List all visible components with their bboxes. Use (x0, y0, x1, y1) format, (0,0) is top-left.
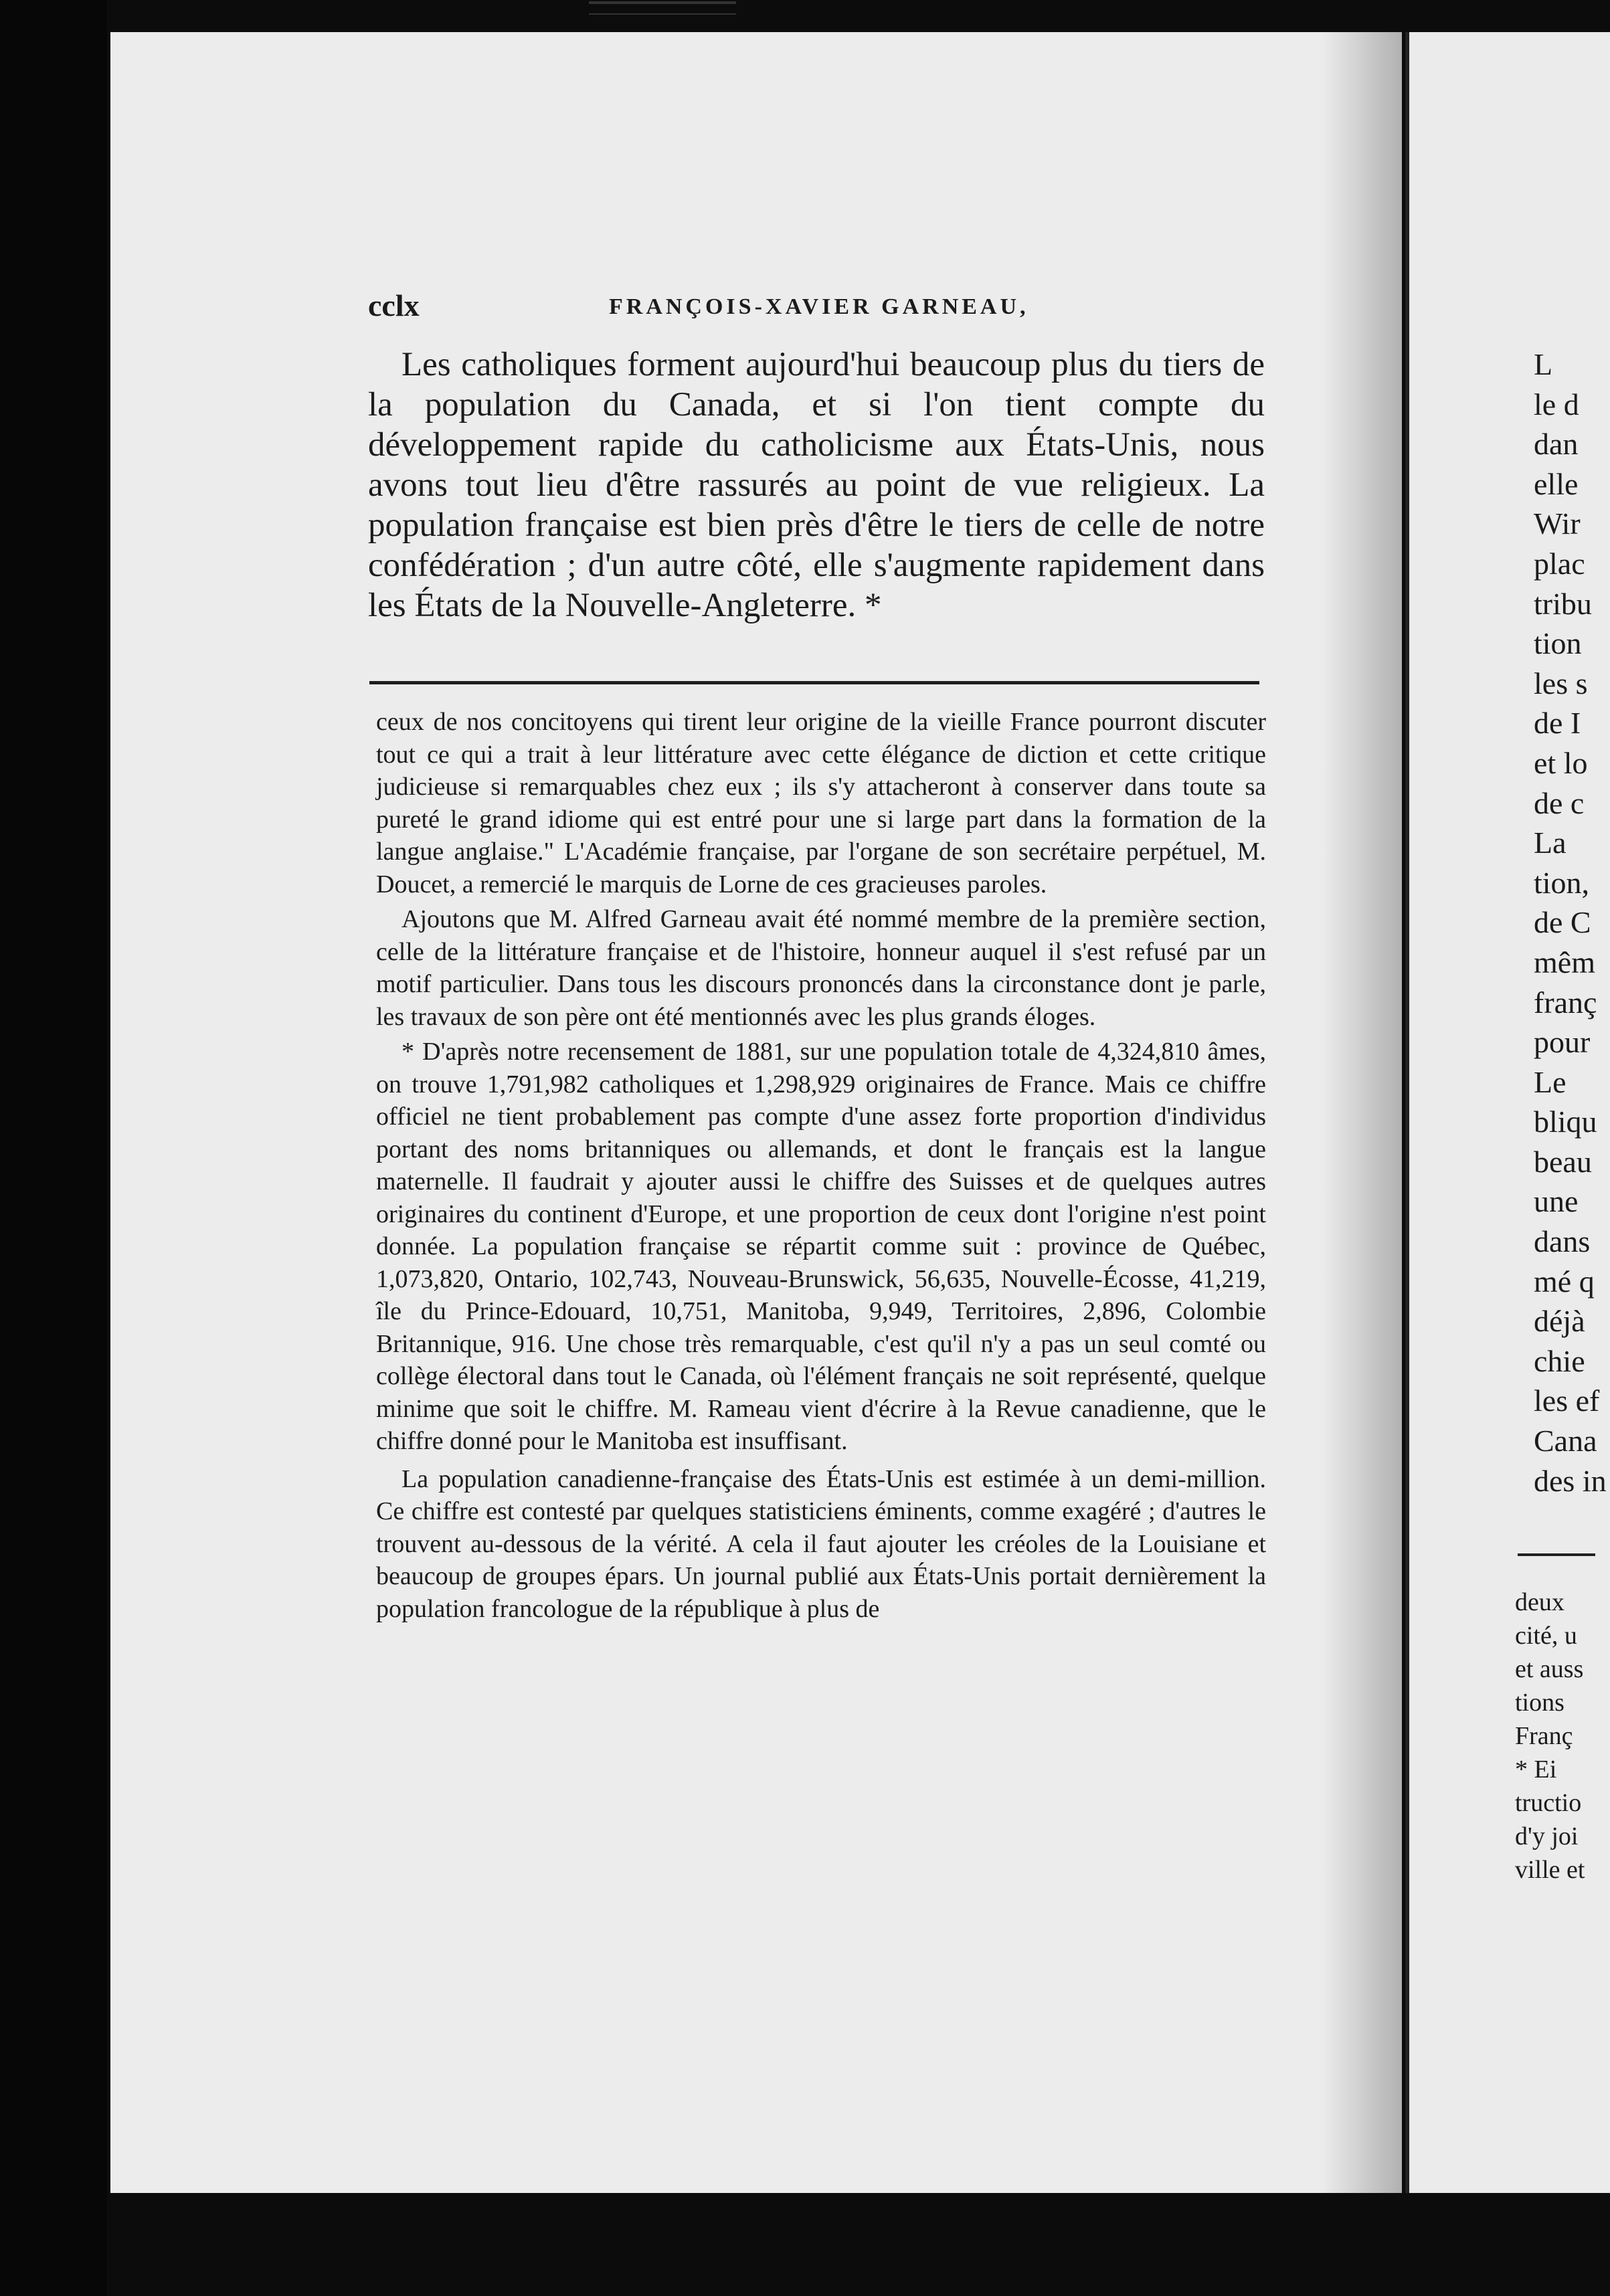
right-line: tion (1534, 626, 1582, 661)
folio-number: cclx (368, 288, 420, 322)
right-line: tribu (1534, 586, 1592, 621)
note-census: * D'après notre recensement de 1881, sur une population totale de 4,324,810 âmes, on trouve 1,791,982 catholiques et 1,298,929 originaires de France. Mais ce chiffre officiel ne tient probablement pas compte d'une assez forte proportion d'individus portant des noms britanniques ou allemands, et dont le français est la langue maternelle. Il faudrait y ajouter aussi le chiffre des Suisses et de quelques autres originaires du continent d'Europe, et une proportion de ceux dont l'origine n'est point donnée. La population française se répartit comme suit : province de Québec, 1,073,820, Ontario, 102,743, Nouveau-Brunswick, 56,635, Nouvelle-Écosse, 41,219, île du Prince-Edouard, 10,751, Manitoba, 9,949, Territoires, 2,896, Colombie Britannique, 916. Une chose très remarquable, c'est qu'il n'y a pas un seul comté ou collège électoral dans tout le Canada, où l'élément français ne soit représenté, quelque minime que soit le chiffre. M. Rameau vient d'écrire à la Revue canadienne, que le chiffre donné pour le Manitoba est insuffisant. (376, 1038, 1266, 1455)
right-line: déjà (1534, 1304, 1585, 1339)
main-text-block (368, 345, 1265, 626)
right-line: L (1534, 347, 1553, 381)
right-line: de I (1534, 706, 1581, 741)
right-note-line: ville et (1515, 1856, 1585, 1884)
right-line: et lo (1534, 745, 1588, 780)
right-note-line: deux (1515, 1588, 1564, 1616)
right-line: chie (1534, 1343, 1585, 1378)
right-line: Cana (1534, 1424, 1597, 1458)
page-gutter-shadow (1322, 32, 1402, 2193)
right-note-line: d'y joi (1515, 1822, 1579, 1850)
right-line: franç (1534, 985, 1597, 1020)
running-head: FRANÇOIS-XAVIER GARNEAU, (609, 294, 1029, 319)
right-note-line: et auss (1515, 1655, 1584, 1683)
right-page-footnote-rule (1518, 1553, 1595, 1556)
right-line: dan (1534, 427, 1579, 462)
right-page-main-text (1534, 345, 1607, 1501)
page-header (368, 288, 1265, 328)
right-line: de c (1534, 785, 1585, 820)
right-note-line: * Ei (1515, 1755, 1557, 1784)
note-united-states: La population canadienne-française des États-Unis est estimée à un demi-million. Ce chiffre est contesté par quelques statisticiens éminents, comme exagéré ; d'autres le trouvent au-dessous de la vérité. A cela il faut ajouter les créoles de la Louisiane et beaucoup de groupes épars. Un journal publié aux États-Unis portait dernièrement la population francologue de la république à plus de (376, 1464, 1266, 1623)
right-line: elle (1534, 466, 1579, 501)
right-line: mé q (1534, 1264, 1595, 1299)
right-line: beau (1534, 1144, 1592, 1179)
right-line: une (1534, 1184, 1579, 1219)
right-line: le d (1534, 387, 1579, 421)
right-page-notes (1515, 1586, 1595, 1887)
right-note-line: tructio (1515, 1789, 1582, 1817)
right-line: Wir (1534, 506, 1581, 541)
right-note-line: Franç (1515, 1722, 1573, 1750)
note-paragraph-garneau: Ajoutons que M. Alfred Garneau avait été nommé membre de la première section, celle de la littérature française et de l'histoire, honneur auquel il s'est refusé par un motif particulier. Dans tous les discours prononcés dans la circonstance dont je parle, les travaux de son père ont été mentionnés avec les plus grands éloges. (376, 905, 1266, 1031)
note-continuation: ceux de nos concitoyens qui tirent leur origine de la vieille France pourront discuter tout ce qui a trait à leur littérature avec cette élégance de diction et cette critique judicieuse si remarquables chez eux ; ils s'y attacheront à conserver dans toute sa pureté le grand idiome qui est entré pour une si large part dans la formation de la langue anglaise." L'Académie française, par l'organe de son secrétaire perpétuel, M. Doucet, a remercié le marquis de Lorne de ces gracieuses paroles. (376, 708, 1266, 898)
right-line: bliqu (1534, 1105, 1597, 1139)
right-line: de C (1534, 905, 1591, 940)
right-note-line: cité, u (1515, 1622, 1577, 1650)
right-line: pour (1534, 1025, 1591, 1060)
right-line: mêm (1534, 945, 1595, 979)
right-line: tion, (1534, 865, 1590, 900)
top-scan-mark (589, 1, 736, 15)
main-paragraph: Les catholiques forment aujourd'hui beaucoup plus du tiers de la population du Canada, et si l'on tient compte du développement rapide du catholicisme aux États-Unis, nous avons tout lieu d'être rassurés au point de vue religieux. La population française est bien près d'être le tiers de celle de notre confédération ; d'un autre côté, elle s'augmente rapidement dans les États de la Nouvelle-Angleterre. * (368, 346, 1265, 624)
footnote-rule (369, 681, 1259, 684)
right-line: des in (1534, 1463, 1607, 1498)
left-dark-margin (0, 0, 107, 2296)
right-line: Le (1534, 1064, 1567, 1099)
right-note-line: tions (1515, 1689, 1564, 1717)
right-line: dans (1534, 1224, 1591, 1259)
right-line: La (1534, 826, 1567, 860)
right-line: les ef (1534, 1383, 1600, 1418)
right-line: plac (1534, 546, 1585, 581)
footnotes-block (376, 706, 1266, 1628)
right-line: les s (1534, 666, 1588, 700)
